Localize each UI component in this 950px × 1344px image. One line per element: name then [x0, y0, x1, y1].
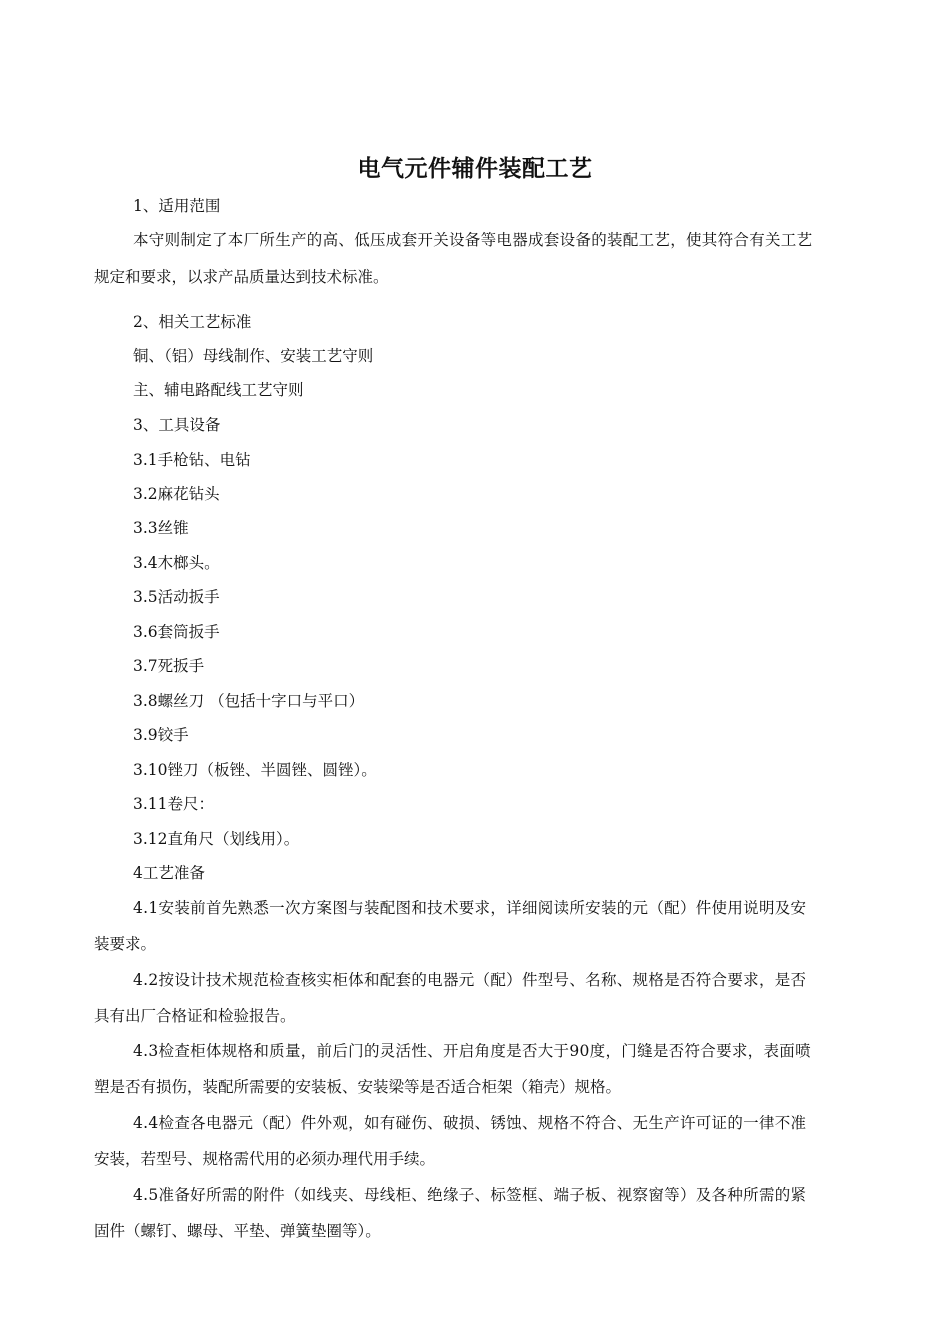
tool-item: 3.3丝锥 [133, 519, 189, 537]
document-title: 电气元件辅件装配工艺 [357, 155, 593, 182]
section-1-paragraph-line-1: 本守则制定了本厂所生产的高、低压成套开关设备等电器成套设备的装配工艺，使其符合有关工艺 [133, 231, 813, 249]
paragraph-4-3-line-2: 塑是否有损伤，装配所需要的安装板、安装梁等是否适合柜架（箱壳）规格。 [94, 1078, 622, 1096]
section-3-heading: 3、工具设备 [133, 416, 221, 434]
tool-item: 3.8螺丝刀 （包括十字口与平口） [133, 692, 365, 710]
paragraph-4-5-line-1: 4.5准备好所需的附件（如线夹、母线柜、绝缘子、标签框、端子板、视察窗等）及各种所需的紧 [133, 1186, 807, 1204]
section-2-item-1: 铜、（铝）母线制作、安装工艺守则 [133, 347, 374, 365]
paragraph-4-4-line-2: 安装，若型号、规格需代用的必须办理代用手续。 [94, 1150, 436, 1168]
tool-item: 3.11卷尺： [133, 795, 215, 813]
paragraph-4-2-line-2: 具有出厂合格证和检验报告。 [94, 1007, 296, 1025]
paragraph-4-1-line-1: 4.1安装前首先熟悉一次方案图与装配图和技术要求，详细阅读所安装的元（配）件使用说明及安 [133, 899, 807, 917]
paragraph-4-4-line-1: 4.4检查各电器元（配）件外观，如有碰伤、破损、锈蚀、规格不符合、无生产许可证的一律不准 [133, 1114, 807, 1132]
paragraph-4-3-line-1: 4.3检查柜体规格和质量，前后门的灵活性、开启角度是否大于90度，门缝是否符合要求，表面喷 [133, 1042, 811, 1060]
tool-item: 3.4木榔头。 [133, 554, 220, 572]
paragraph-4-5-line-2: 固件（螺钉、螺母、平垫、弹簧垫圈等）。 [94, 1222, 381, 1240]
section-2-heading: 2、相关工艺标准 [133, 313, 252, 331]
tool-item: 3.9铰手 [133, 726, 189, 744]
paragraph-4-1-line-2: 装要求。 [94, 935, 157, 953]
tool-item: 3.5活动扳手 [133, 588, 220, 606]
tool-item: 3.6套筒扳手 [133, 623, 220, 641]
tool-item: 3.12直角尺（划线用）。 [133, 830, 300, 848]
tool-item: 3.10锉刀（板锉、半圆锉、圆锉）。 [133, 761, 377, 779]
tool-item: 3.2麻花钻头 [133, 485, 220, 503]
tool-item: 3.1手枪钻、电钻 [133, 451, 251, 469]
section-1-paragraph-line-2: 规定和要求，以求产品质量达到技术标准。 [94, 268, 389, 286]
section-2-item-2: 主、辅电路配线工艺守则 [133, 381, 304, 399]
tool-item: 3.7死扳手 [133, 657, 205, 675]
section-1-heading: 1、适用范围 [133, 197, 221, 215]
section-4-heading: 4工艺准备 [133, 864, 205, 882]
paragraph-4-2-line-1: 4.2按设计技术规范检查核实柜体和配套的电器元（配）件型号、名称、规格是否符合要求，是否 [133, 971, 807, 989]
